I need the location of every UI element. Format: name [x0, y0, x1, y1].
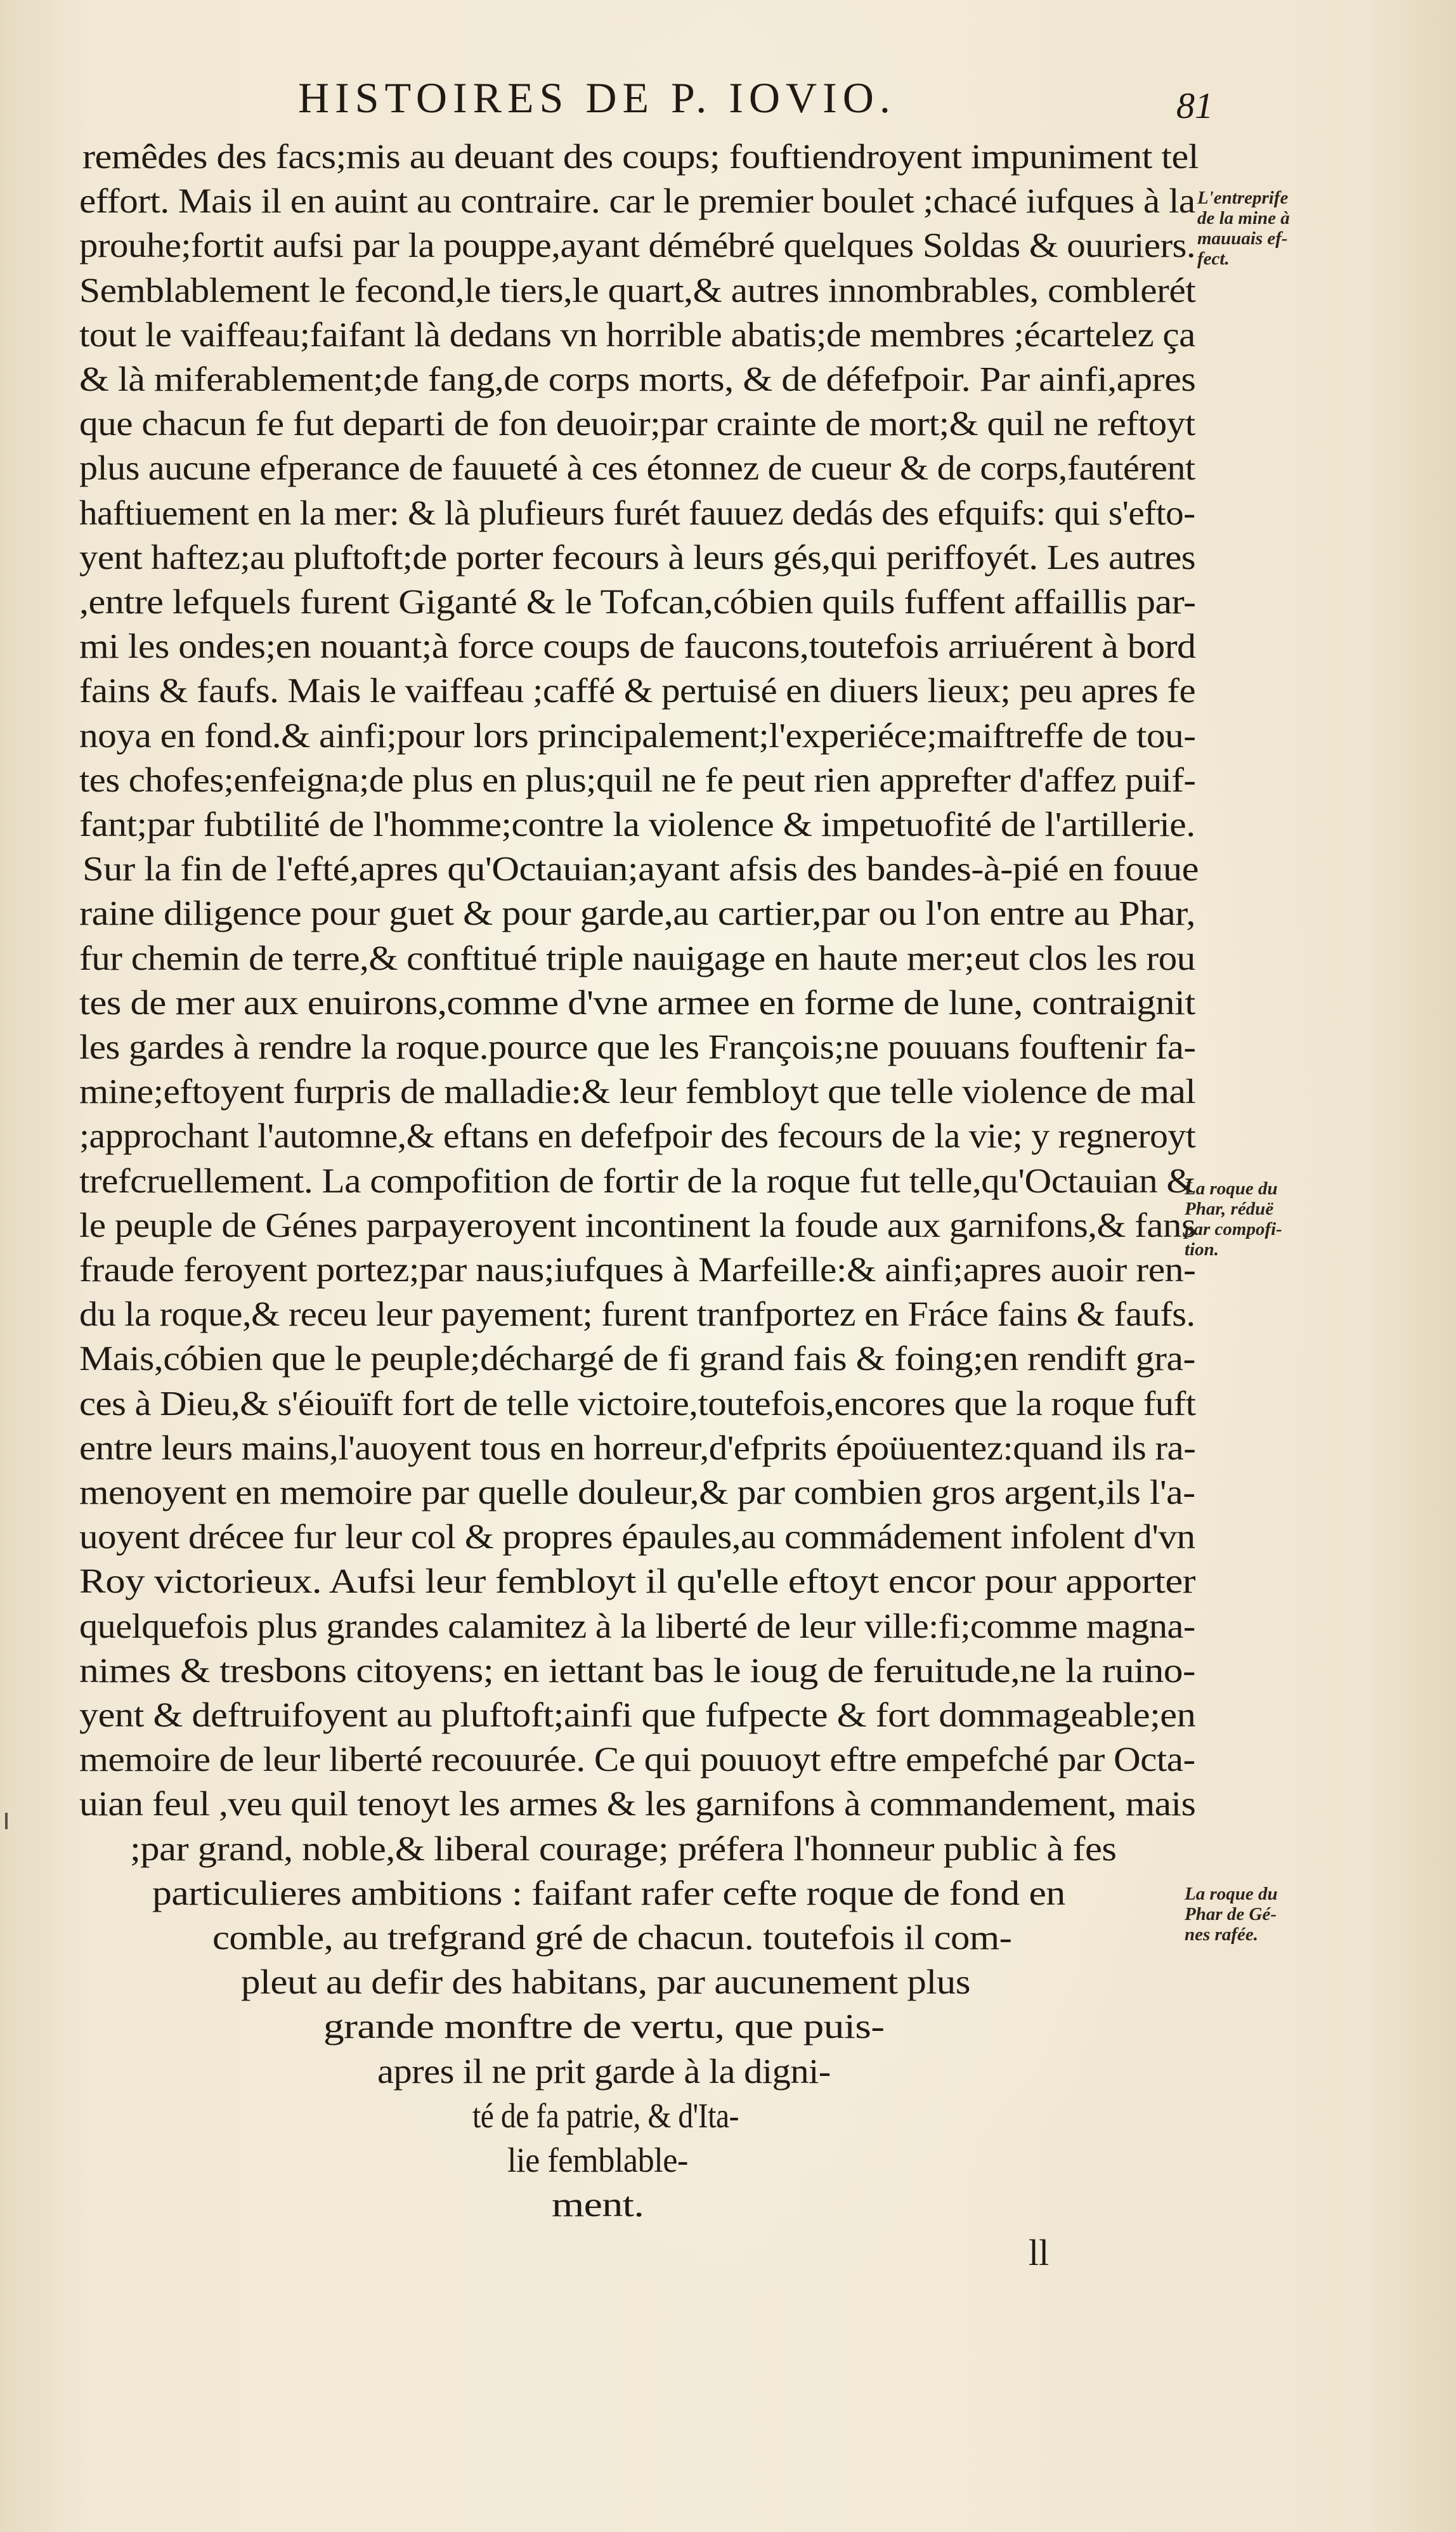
text-line: memoire de leur liberté recouurée. Ce qui pouuoyt eftre empefché par Octa-	[79, 1740, 1195, 1779]
text-line: té de fa patrie, & d'Ita-	[472, 2096, 739, 2135]
text-line: menoyent en memoire par quelle douleur,& par combien gros argent,ils l'a-	[79, 1473, 1195, 1511]
text-line: ,entre lefquels furent Giganté & le Tofcan,cóbien quils fuffent affaillis par-	[79, 582, 1196, 621]
margin-note-line: par compofi-	[1185, 1219, 1282, 1239]
margin-note-line: de la mine à	[1197, 208, 1290, 228]
margin-note-line: Phar, réduë	[1185, 1199, 1274, 1219]
text-line: ment.	[552, 2185, 644, 2224]
text-line: lie femblable-	[507, 2141, 688, 2179]
text-line: Semblablement le fecond,le tiers,le quart,& autres innombrables, comblerét	[79, 270, 1196, 310]
text-line: tout le vaiffeau;faifant là dedans vn horrible abatis;de membres ;écartelez ça	[79, 315, 1195, 354]
text-line: ces à Dieu,& s'éiouïft fort de telle victoire,toutefois,encores que la roque fuft	[79, 1383, 1196, 1423]
margin-note-line: fect.	[1197, 249, 1230, 269]
text-line: comble, au trefgrand gré de chacun. toutefois il com-	[212, 1918, 1012, 1957]
text-line: uian feul ,veu quil tenoyt les armes & les garnifons à commandement, mais	[79, 1784, 1196, 1824]
text-line: apres il ne prit garde à la digni-	[377, 2051, 831, 2091]
text-line: effort. Mais il en auint au contraire. car le premier boulet ;chacé iufques à la	[79, 181, 1195, 221]
text-line: prouhe;fortit aufsi par la pouppe,ayant démébré quelques Soldas & ouuriers.	[79, 226, 1196, 265]
text-line: ;approchant l'automne,& eftans en defefpoir des fecours de la vie; y regneroyt	[79, 1116, 1196, 1156]
text-line: haftiuement en la mer: & là plufieurs furét fauuez dedás des efquifs: qui s'efto-	[79, 493, 1195, 532]
text-line: raine diligence pour guet & pour garde,au cartier,par ou l'on entre au Phar,	[79, 894, 1195, 933]
margin-tick-mark	[5, 1813, 8, 1829]
margin-note-line: La roque du	[1185, 1178, 1278, 1199]
text-line: remêdes des facs;mis au deuant des coups; fouftiendroyent impuniment tel	[82, 137, 1199, 176]
text-line: pleut au defir des habitans, par aucunement plus	[241, 1962, 970, 2002]
margin-note-line: mauuais ef-	[1197, 228, 1288, 249]
text-line: tes de mer aux enuirons,comme d'vne armee en forme de lune, contraignit	[79, 982, 1195, 1022]
text-line: grande monftre de vertu, que puis-	[323, 2007, 885, 2046]
margin-note-line: La roque du	[1185, 1884, 1278, 1904]
text-line: Mais,cóbien que le peuple;déchargé de fi grand fais & foing;en rendift gra-	[79, 1339, 1195, 1378]
text-line: fur chemin de terre,& conftitué triple nauigage en haute mer;eut clos les rou	[79, 938, 1195, 977]
text-line: ;par grand, noble,& liberal courage; préfera l'honneur public à fes	[130, 1829, 1117, 1868]
text-line: du la roque,& receu leur payement; furent tranfportez en Fráce fains & faufs.	[79, 1295, 1195, 1334]
page-number: 81	[1176, 85, 1213, 126]
signature-mark: ll	[1029, 2232, 1050, 2273]
text-line: nimes & tresbons citoyens; en iettant bas le ioug de feruitude,ne la ruino-	[79, 1650, 1195, 1690]
text-line: noya en fond.& ainfi;pour lors principalement;l'experiéce;maiftreffe de tou-	[79, 715, 1196, 755]
text-line: les gardes à rendre la roque.pource que les François;ne pouuans fouftenir fa-	[79, 1028, 1196, 1066]
text-line: tes chofes;enfeigna;de plus en plus;quil ne fe peut rien apprefter d'affez puif-	[79, 760, 1196, 799]
text-line: entre leurs mains,l'auoyent tous en horreur,d'efprits époüuentez:quand ils ra-	[79, 1428, 1196, 1467]
text-line: plus aucune efperance de fauueté à ces étonnez de cueur & de corps,fautérent	[79, 448, 1195, 488]
text-line: mine;eftoyent furpris de malladie:& leur fembloyt que telle violence de mal	[79, 1072, 1196, 1111]
text-line: yent haftez;au pluftoft;de porter fecours à leurs gés,qui periffoyét. Les autres	[79, 537, 1196, 577]
text-line: fraude feroyent portez;par naus;iufques à Marfeille:& ainfi;apres auoir ren-	[79, 1250, 1196, 1289]
text-line: yent & deftruifoyent au pluftoft;ainfi que fufpecte & fort dommageable;en	[79, 1695, 1196, 1734]
text-line: que chacun fe fut departi de fon deuoir;par crainte de mort;& quil ne reftoyt	[79, 404, 1195, 443]
running-head: HISTOIRES DE P. IOVIO.	[298, 74, 896, 122]
text-line: particulieres ambitions : faifant rafer cefte roque de fond en	[152, 1873, 1065, 1912]
margin-note	[1197, 188, 1290, 269]
text-line: trefcruellement. La compofition de fortir de la roque fut telle,qu'Octauian &	[79, 1161, 1195, 1200]
margin-note-line: nes rafée.	[1185, 1924, 1258, 1945]
margin-note-line: L'entreprife	[1197, 188, 1289, 208]
text-line: quelquefois plus grandes calamitez à la liberté de leur ville:fi;comme magna-	[79, 1606, 1195, 1645]
margin-note	[1185, 1178, 1282, 1260]
text-line: Sur la fin de l'efté,apres qu'Octauian;ayant afsis des bandes-à-pié en fouue	[82, 849, 1199, 889]
margin-note-line: Phar de Gé-	[1185, 1904, 1277, 1924]
text-line: fains & faufs. Mais le vaiffeau ;caffé & pertuisé en diuers lieux; peu apres fe	[79, 671, 1196, 710]
text-line: le peuple de Génes parpayeroyent incontinent la foude aux garnifons,& fans	[79, 1205, 1196, 1244]
text-line: uoyent drécee fur leur col & propres épaules,au commádement infolent d'vn	[79, 1517, 1195, 1556]
text-line: mi les ondes;en nouant;à force coups de faucons,toutefois arriuérent à bord	[79, 627, 1196, 666]
margin-note	[1185, 1884, 1278, 1945]
text-line: & là miferablement;de fang,de corps morts, & de défefpoir. Par ainfi,apres	[79, 360, 1196, 398]
margin-note-line: tion.	[1185, 1239, 1219, 1260]
text-line: fant;par fubtilité de l'homme;contre la violence & impetuofité de l'artillerie.	[79, 805, 1195, 844]
text-line: Roy victorieux. Aufsi leur fembloyt il qu'elle eftoyt encor pour apporter	[79, 1562, 1196, 1601]
